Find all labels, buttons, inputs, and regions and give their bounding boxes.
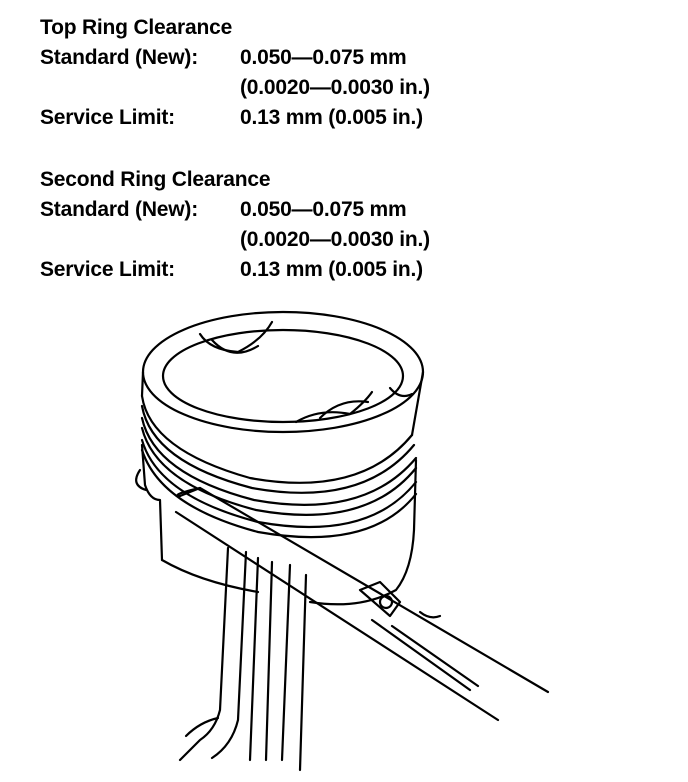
piston-feeler-gauge-icon (0, 290, 688, 782)
row-service-limit (40, 255, 430, 285)
value-standard-mm: 0.050—0.075 mm (240, 198, 407, 221)
value-standard-in: (0.0020—0.0030 in.) (240, 76, 430, 99)
label-service-limit: Service Limit: (40, 258, 175, 281)
row-standard (40, 43, 430, 73)
row-service-limit (40, 103, 430, 133)
value-standard-mm: 0.050—0.075 mm (240, 46, 407, 69)
spec-second-ring (40, 165, 430, 285)
value-service-limit: 0.13 mm (0.005 in.) (240, 258, 423, 281)
label-standard: Standard (New): (40, 46, 199, 69)
label-service-limit: Service Limit: (40, 106, 175, 129)
value-standard-in: (0.0020—0.0030 in.) (240, 228, 430, 251)
heading-second-ring: Second Ring Clearance (40, 168, 271, 191)
connecting-rod (180, 548, 306, 770)
row-standard-in (40, 225, 430, 255)
row-standard (40, 195, 430, 225)
piston-crown (142, 312, 423, 435)
heading-top-ring: Top Ring Clearance (40, 16, 233, 39)
row-standard-in (40, 73, 430, 103)
feeler-gauge (176, 488, 548, 720)
label-standard: Standard (New): (40, 198, 199, 221)
value-service-limit: 0.13 mm (0.005 in.) (240, 106, 423, 129)
spec-top-ring (40, 13, 430, 133)
